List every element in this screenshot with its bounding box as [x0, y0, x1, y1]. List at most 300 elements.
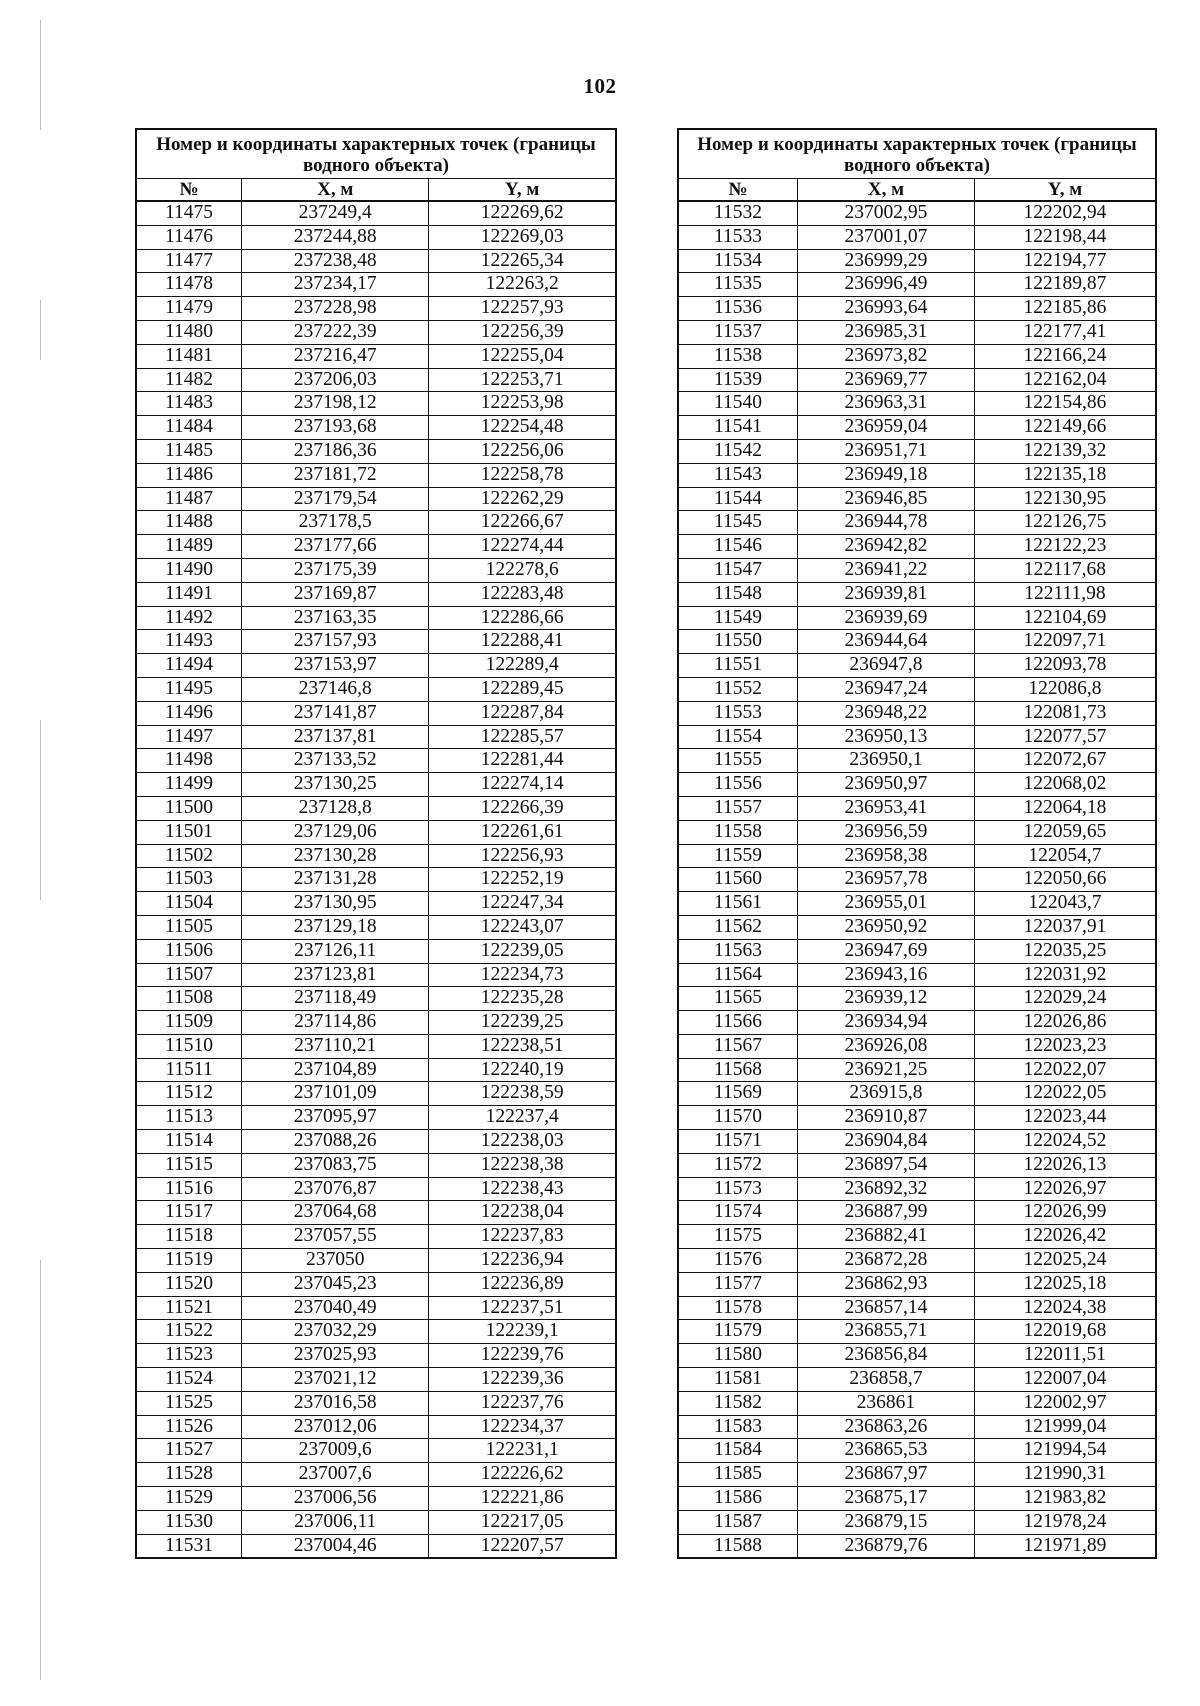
point-number-cell: 11558 [678, 820, 798, 844]
point-number-cell: 11504 [136, 892, 242, 916]
point-number-cell: 11501 [136, 820, 242, 844]
x-coordinate-cell: 237175,39 [242, 558, 429, 582]
x-coordinate-cell: 237228,98 [242, 297, 429, 321]
y-coordinate-cell: 122068,02 [974, 773, 1156, 797]
x-coordinate-cell: 236950,1 [798, 749, 975, 773]
x-coordinate-cell: 237186,36 [242, 439, 429, 463]
y-coordinate-cell: 121999,04 [974, 1415, 1156, 1439]
point-number-cell: 11506 [136, 939, 242, 963]
point-number-cell: 11495 [136, 677, 242, 701]
table-row [136, 1439, 616, 1463]
y-coordinate-cell: 122289,45 [429, 677, 616, 701]
point-number-cell: 11548 [678, 582, 798, 606]
point-number-cell: 11523 [136, 1344, 242, 1368]
point-number-cell: 11560 [678, 868, 798, 892]
point-number-cell: 11498 [136, 749, 242, 773]
y-coordinate-cell: 122237,83 [429, 1225, 616, 1249]
x-coordinate-cell: 236921,25 [798, 1058, 975, 1082]
y-coordinate-cell: 122238,43 [429, 1177, 616, 1201]
coordinates-table-right [677, 128, 1157, 1559]
table-row [678, 1106, 1156, 1130]
point-number-cell: 11588 [678, 1534, 798, 1558]
x-coordinate-cell: 237104,89 [242, 1058, 429, 1082]
x-coordinate-cell: 237234,17 [242, 273, 429, 297]
y-coordinate-cell: 122266,39 [429, 796, 616, 820]
point-number-cell: 11510 [136, 1034, 242, 1058]
table-row [678, 225, 1156, 249]
y-coordinate-cell: 122237,76 [429, 1391, 616, 1415]
point-number-cell: 11552 [678, 677, 798, 701]
x-coordinate-cell: 236942,82 [798, 535, 975, 559]
x-coordinate-cell: 237009,6 [242, 1439, 429, 1463]
y-coordinate-cell: 122035,25 [974, 939, 1156, 963]
table-row [136, 725, 616, 749]
point-number-cell: 11544 [678, 487, 798, 511]
scan-margin-line [40, 1260, 41, 1680]
point-number-cell: 11477 [136, 249, 242, 273]
table-row [136, 1153, 616, 1177]
point-number-cell: 11493 [136, 630, 242, 654]
x-coordinate-cell: 237130,95 [242, 892, 429, 916]
y-coordinate-cell: 121994,54 [974, 1439, 1156, 1463]
point-number-cell: 11532 [678, 201, 798, 225]
table-row [678, 297, 1156, 321]
table-row [678, 987, 1156, 1011]
table-row [136, 1368, 616, 1392]
point-number-cell: 11570 [678, 1106, 798, 1130]
x-coordinate-cell: 236999,29 [798, 249, 975, 273]
table-row [136, 201, 616, 225]
point-number-cell: 11572 [678, 1153, 798, 1177]
table-row [678, 1153, 1156, 1177]
table-row [678, 963, 1156, 987]
point-number-cell: 11587 [678, 1510, 798, 1534]
x-coordinate-cell: 237004,46 [242, 1534, 429, 1558]
x-coordinate-cell: 237126,11 [242, 939, 429, 963]
point-number-cell: 11481 [136, 344, 242, 368]
table-row [136, 1391, 616, 1415]
table-row [678, 1058, 1156, 1082]
table-row [678, 1415, 1156, 1439]
table-row [678, 1368, 1156, 1392]
y-coordinate-cell: 122278,6 [429, 558, 616, 582]
y-coordinate-cell: 122221,86 [429, 1487, 616, 1511]
table-row [678, 677, 1156, 701]
x-coordinate-cell: 237032,29 [242, 1320, 429, 1344]
column-header-y: Y, м [429, 179, 616, 202]
point-number-cell: 11513 [136, 1106, 242, 1130]
table-row [136, 1201, 616, 1225]
x-coordinate-cell: 237045,23 [242, 1272, 429, 1296]
y-coordinate-cell: 122162,04 [974, 368, 1156, 392]
table-row [678, 1487, 1156, 1511]
table-row [136, 963, 616, 987]
scan-margin-line [40, 300, 41, 360]
point-number-cell: 11503 [136, 868, 242, 892]
x-coordinate-cell: 237153,97 [242, 654, 429, 678]
x-coordinate-cell: 237128,8 [242, 796, 429, 820]
x-coordinate-cell: 237095,97 [242, 1106, 429, 1130]
y-coordinate-cell: 122026,86 [974, 1011, 1156, 1035]
point-number-cell: 11500 [136, 796, 242, 820]
point-number-cell: 11547 [678, 558, 798, 582]
x-coordinate-cell: 237129,06 [242, 820, 429, 844]
coordinates-table-left [135, 128, 617, 1559]
point-number-cell: 11545 [678, 511, 798, 535]
table-row [678, 1391, 1156, 1415]
x-coordinate-cell: 236879,76 [798, 1534, 975, 1558]
table-row [136, 606, 616, 630]
point-number-cell: 11499 [136, 773, 242, 797]
x-coordinate-cell: 236951,71 [798, 439, 975, 463]
table-row [136, 1487, 616, 1511]
table-row [136, 511, 616, 535]
point-number-cell: 11567 [678, 1034, 798, 1058]
point-number-cell: 11536 [678, 297, 798, 321]
table-title-row [678, 129, 1156, 179]
point-number-cell: 11476 [136, 225, 242, 249]
point-number-cell: 11526 [136, 1415, 242, 1439]
point-number-cell: 11509 [136, 1011, 242, 1035]
y-coordinate-cell: 122283,48 [429, 582, 616, 606]
point-number-cell: 11507 [136, 963, 242, 987]
x-coordinate-cell: 237006,11 [242, 1510, 429, 1534]
y-coordinate-cell: 122043,7 [974, 892, 1156, 916]
y-coordinate-cell: 122239,1 [429, 1320, 616, 1344]
point-number-cell: 11565 [678, 987, 798, 1011]
point-number-cell: 11505 [136, 915, 242, 939]
y-coordinate-cell: 121978,24 [974, 1510, 1156, 1534]
x-coordinate-cell: 236858,7 [798, 1368, 975, 1392]
table-row [678, 1011, 1156, 1035]
point-number-cell: 11511 [136, 1058, 242, 1082]
point-number-cell: 11539 [678, 368, 798, 392]
x-coordinate-cell: 237157,93 [242, 630, 429, 654]
y-coordinate-cell: 122117,68 [974, 558, 1156, 582]
y-coordinate-cell: 122238,04 [429, 1201, 616, 1225]
x-coordinate-cell: 236955,01 [798, 892, 975, 916]
table-row [678, 1130, 1156, 1154]
y-coordinate-cell: 122234,37 [429, 1415, 616, 1439]
table-row [136, 249, 616, 273]
x-coordinate-cell: 236944,78 [798, 511, 975, 535]
y-coordinate-cell: 122139,32 [974, 439, 1156, 463]
point-number-cell: 11550 [678, 630, 798, 654]
y-coordinate-cell: 122239,36 [429, 1368, 616, 1392]
point-number-cell: 11482 [136, 368, 242, 392]
point-number-cell: 11488 [136, 511, 242, 535]
table-row [678, 915, 1156, 939]
table-row [136, 416, 616, 440]
table-row [678, 368, 1156, 392]
table-row [678, 582, 1156, 606]
point-number-cell: 11556 [678, 773, 798, 797]
point-number-cell: 11580 [678, 1344, 798, 1368]
table-row [678, 1320, 1156, 1344]
y-coordinate-cell: 122231,1 [429, 1439, 616, 1463]
y-coordinate-cell: 122024,38 [974, 1296, 1156, 1320]
x-coordinate-cell: 236950,97 [798, 773, 975, 797]
y-coordinate-cell: 122269,62 [429, 201, 616, 225]
table-row [136, 796, 616, 820]
x-coordinate-cell: 236996,49 [798, 273, 975, 297]
table-header-row [136, 179, 616, 202]
y-coordinate-cell: 122025,18 [974, 1272, 1156, 1296]
x-coordinate-cell: 236862,93 [798, 1272, 975, 1296]
table-row [678, 796, 1156, 820]
y-coordinate-cell: 122240,19 [429, 1058, 616, 1082]
x-coordinate-cell: 236915,8 [798, 1082, 975, 1106]
y-coordinate-cell: 122261,61 [429, 820, 616, 844]
y-coordinate-cell: 122198,44 [974, 225, 1156, 249]
point-number-cell: 11528 [136, 1463, 242, 1487]
point-number-cell: 11559 [678, 844, 798, 868]
point-number-cell: 11512 [136, 1082, 242, 1106]
x-coordinate-cell: 236879,15 [798, 1510, 975, 1534]
table-row [136, 582, 616, 606]
y-coordinate-cell: 122281,44 [429, 749, 616, 773]
table-row [678, 1439, 1156, 1463]
point-number-cell: 11538 [678, 344, 798, 368]
x-coordinate-cell: 237101,09 [242, 1082, 429, 1106]
x-coordinate-cell: 236872,28 [798, 1249, 975, 1273]
point-number-cell: 11564 [678, 963, 798, 987]
y-coordinate-cell: 121990,31 [974, 1463, 1156, 1487]
y-coordinate-cell: 122026,13 [974, 1153, 1156, 1177]
y-coordinate-cell: 122154,86 [974, 392, 1156, 416]
y-coordinate-cell: 122247,34 [429, 892, 616, 916]
x-coordinate-cell: 236939,69 [798, 606, 975, 630]
table-row [678, 820, 1156, 844]
point-number-cell: 11585 [678, 1463, 798, 1487]
table-row [136, 297, 616, 321]
x-coordinate-cell: 236957,78 [798, 868, 975, 892]
x-coordinate-cell: 236904,84 [798, 1130, 975, 1154]
x-coordinate-cell: 237169,87 [242, 582, 429, 606]
x-coordinate-cell: 236946,85 [798, 487, 975, 511]
y-coordinate-cell: 122022,05 [974, 1082, 1156, 1106]
table-row [136, 1463, 616, 1487]
x-coordinate-cell: 237001,07 [798, 225, 975, 249]
point-number-cell: 11520 [136, 1272, 242, 1296]
table-row [678, 1510, 1156, 1534]
y-coordinate-cell: 122239,76 [429, 1344, 616, 1368]
point-number-cell: 11578 [678, 1296, 798, 1320]
x-coordinate-cell: 236939,12 [798, 987, 975, 1011]
table-row [678, 344, 1156, 368]
x-coordinate-cell: 237181,72 [242, 463, 429, 487]
column-header-x: X, м [798, 179, 975, 202]
table-header-row [678, 179, 1156, 202]
point-number-cell: 11554 [678, 725, 798, 749]
y-coordinate-cell: 122081,73 [974, 701, 1156, 725]
table-row [678, 1082, 1156, 1106]
y-coordinate-cell: 122269,03 [429, 225, 616, 249]
y-coordinate-cell: 122007,04 [974, 1368, 1156, 1392]
point-number-cell: 11569 [678, 1082, 798, 1106]
y-coordinate-cell: 122238,38 [429, 1153, 616, 1177]
y-coordinate-cell: 122226,62 [429, 1463, 616, 1487]
y-coordinate-cell: 122207,57 [429, 1534, 616, 1558]
table-row [136, 1534, 616, 1558]
x-coordinate-cell: 237076,87 [242, 1177, 429, 1201]
table-row [136, 1130, 616, 1154]
y-coordinate-cell: 122097,71 [974, 630, 1156, 654]
x-coordinate-cell: 236887,99 [798, 1201, 975, 1225]
x-coordinate-cell: 236897,54 [798, 1153, 975, 1177]
x-coordinate-cell: 236949,18 [798, 463, 975, 487]
y-coordinate-cell: 122093,78 [974, 654, 1156, 678]
table-row [678, 725, 1156, 749]
point-number-cell: 11496 [136, 701, 242, 725]
table-row [136, 749, 616, 773]
table-row [136, 1272, 616, 1296]
table-row [678, 939, 1156, 963]
point-number-cell: 11561 [678, 892, 798, 916]
x-coordinate-cell: 237002,95 [798, 201, 975, 225]
x-coordinate-cell: 236947,24 [798, 677, 975, 701]
x-coordinate-cell: 237130,25 [242, 773, 429, 797]
x-coordinate-cell: 236985,31 [798, 320, 975, 344]
x-coordinate-cell: 237050 [242, 1249, 429, 1273]
table-row [136, 463, 616, 487]
table-row [136, 535, 616, 559]
table-row [136, 344, 616, 368]
table-row [678, 892, 1156, 916]
table-row [136, 439, 616, 463]
x-coordinate-cell: 236950,13 [798, 725, 975, 749]
point-number-cell: 11508 [136, 987, 242, 1011]
x-coordinate-cell: 237137,81 [242, 725, 429, 749]
y-coordinate-cell: 122237,51 [429, 1296, 616, 1320]
table-row [678, 1034, 1156, 1058]
y-coordinate-cell: 122177,41 [974, 320, 1156, 344]
table-row [678, 1534, 1156, 1558]
y-coordinate-cell: 122256,39 [429, 320, 616, 344]
y-coordinate-cell: 121983,82 [974, 1487, 1156, 1511]
x-coordinate-cell: 237193,68 [242, 416, 429, 440]
point-number-cell: 11557 [678, 796, 798, 820]
table-row [136, 844, 616, 868]
table-row [136, 701, 616, 725]
x-coordinate-cell: 236953,41 [798, 796, 975, 820]
table-row [136, 820, 616, 844]
x-coordinate-cell: 237238,48 [242, 249, 429, 273]
y-coordinate-cell: 122252,19 [429, 868, 616, 892]
x-coordinate-cell: 236892,32 [798, 1177, 975, 1201]
page-number: 102 [583, 74, 617, 98]
table-row [136, 1106, 616, 1130]
table-row [136, 1058, 616, 1082]
scan-margin-line [40, 720, 41, 900]
x-coordinate-cell: 237114,86 [242, 1011, 429, 1035]
table-row [136, 225, 616, 249]
y-coordinate-cell: 122111,98 [974, 582, 1156, 606]
point-number-cell: 11549 [678, 606, 798, 630]
point-number-cell: 11531 [136, 1534, 242, 1558]
point-number-cell: 11484 [136, 416, 242, 440]
x-coordinate-cell: 236863,26 [798, 1415, 975, 1439]
point-number-cell: 11530 [136, 1510, 242, 1534]
x-coordinate-cell: 236959,04 [798, 416, 975, 440]
x-coordinate-cell: 237110,21 [242, 1034, 429, 1058]
table-row [136, 1249, 616, 1273]
table-row [678, 416, 1156, 440]
x-coordinate-cell: 237133,52 [242, 749, 429, 773]
x-coordinate-cell: 237057,55 [242, 1225, 429, 1249]
y-coordinate-cell: 122238,51 [429, 1034, 616, 1058]
point-number-cell: 11492 [136, 606, 242, 630]
table-row [136, 487, 616, 511]
x-coordinate-cell: 236865,53 [798, 1439, 975, 1463]
point-number-cell: 11494 [136, 654, 242, 678]
x-coordinate-cell: 236947,69 [798, 939, 975, 963]
x-coordinate-cell: 236941,22 [798, 558, 975, 582]
y-coordinate-cell: 122022,07 [974, 1058, 1156, 1082]
point-number-cell: 11546 [678, 535, 798, 559]
y-coordinate-cell: 122256,93 [429, 844, 616, 868]
point-number-cell: 11553 [678, 701, 798, 725]
x-coordinate-cell: 236926,08 [798, 1034, 975, 1058]
point-number-cell: 11491 [136, 582, 242, 606]
point-number-cell: 11573 [678, 1177, 798, 1201]
y-coordinate-cell: 122255,04 [429, 344, 616, 368]
x-coordinate-cell: 236934,94 [798, 1011, 975, 1035]
y-coordinate-cell: 122234,73 [429, 963, 616, 987]
table-row [678, 749, 1156, 773]
point-number-cell: 11516 [136, 1177, 242, 1201]
table-row [678, 1225, 1156, 1249]
y-coordinate-cell: 122263,2 [429, 273, 616, 297]
table-row [678, 463, 1156, 487]
y-coordinate-cell: 121971,89 [974, 1534, 1156, 1558]
point-number-cell: 11575 [678, 1225, 798, 1249]
table-title-row [136, 129, 616, 179]
x-coordinate-cell: 236943,16 [798, 963, 975, 987]
y-coordinate-cell: 122189,87 [974, 273, 1156, 297]
point-number-cell: 11490 [136, 558, 242, 582]
column-header-number: № [678, 179, 798, 202]
x-coordinate-cell: 236948,22 [798, 701, 975, 725]
y-coordinate-cell: 122239,25 [429, 1011, 616, 1035]
x-coordinate-cell: 236958,38 [798, 844, 975, 868]
y-coordinate-cell: 122285,57 [429, 725, 616, 749]
x-coordinate-cell: 237130,28 [242, 844, 429, 868]
point-number-cell: 11527 [136, 1439, 242, 1463]
point-number-cell: 11521 [136, 1296, 242, 1320]
x-coordinate-cell: 237206,03 [242, 368, 429, 392]
point-number-cell: 11577 [678, 1272, 798, 1296]
table-row [136, 868, 616, 892]
table-row [678, 844, 1156, 868]
table-row [678, 320, 1156, 344]
point-number-cell: 11576 [678, 1249, 798, 1273]
x-coordinate-cell: 237141,87 [242, 701, 429, 725]
point-number-cell: 11535 [678, 273, 798, 297]
table-row [678, 1296, 1156, 1320]
y-coordinate-cell: 122253,71 [429, 368, 616, 392]
table-row [136, 1296, 616, 1320]
x-coordinate-cell: 237123,81 [242, 963, 429, 987]
y-coordinate-cell: 122274,44 [429, 535, 616, 559]
y-coordinate-cell: 122126,75 [974, 511, 1156, 535]
table-row [678, 1272, 1156, 1296]
table-row [678, 249, 1156, 273]
y-coordinate-cell: 122002,97 [974, 1391, 1156, 1415]
x-coordinate-cell: 237177,66 [242, 535, 429, 559]
y-coordinate-cell: 122031,92 [974, 963, 1156, 987]
x-coordinate-cell: 236956,59 [798, 820, 975, 844]
